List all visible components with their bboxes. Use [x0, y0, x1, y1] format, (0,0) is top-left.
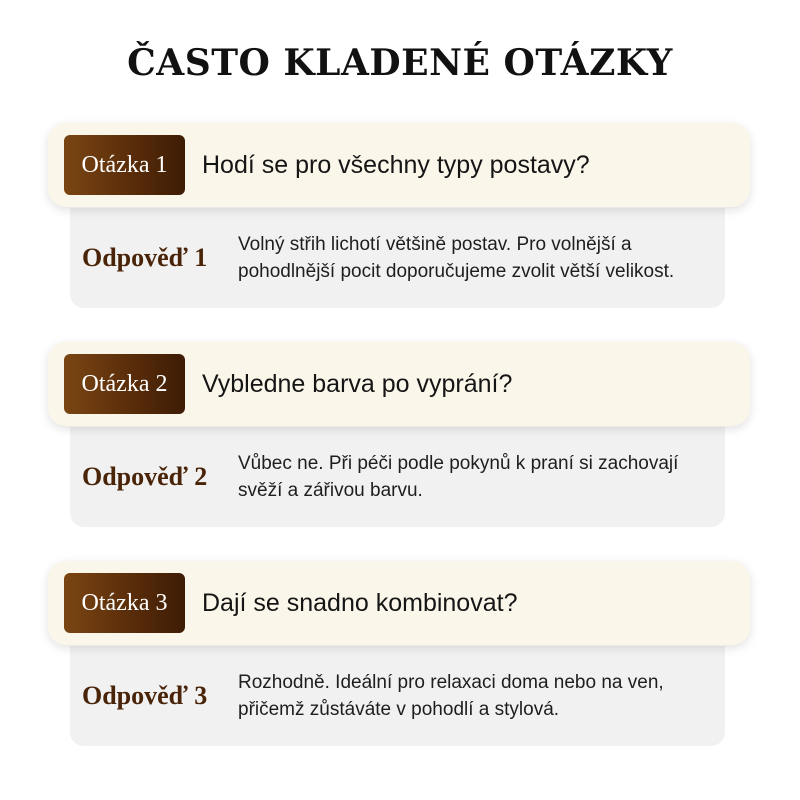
answer-card — [70, 427, 725, 527]
question-card[interactable] — [48, 342, 750, 426]
answer-text: Volný střih lichotí většině postav. Pro volnější a pohodlnější pocit doporučujeme zvolit větší velikost. — [238, 234, 675, 282]
answer-label: Odpověď 3 — [82, 681, 208, 710]
question-text: Vybledne barva po vyprání? — [202, 369, 513, 398]
question-card[interactable] — [48, 561, 750, 645]
question-text: Dají se snadno kombinovat? — [202, 588, 518, 617]
answer-card — [70, 208, 725, 308]
answer-label: Odpověď 1 — [82, 243, 208, 272]
answer-text: Vůbec ne. Při péči podle pokynů k praní si zachovají svěží a zářivou barvu. — [238, 453, 679, 501]
question-badge: Otázka 1 — [64, 135, 185, 195]
question-badge: Otázka 3 — [64, 573, 185, 633]
answer-text: Rozhodně. Ideální pro relaxaci doma nebo na ven, přičemž zůstáváte v pohodlí a stylová. — [238, 672, 664, 720]
faq-title: ČASTO KLADENÉ OTÁZKY — [127, 42, 673, 84]
question-text: Hodí se pro všechny typy postavy? — [202, 150, 590, 179]
answer-card — [70, 646, 725, 746]
answer-label: Odpověď 2 — [82, 462, 208, 491]
question-badge: Otázka 2 — [64, 354, 185, 414]
